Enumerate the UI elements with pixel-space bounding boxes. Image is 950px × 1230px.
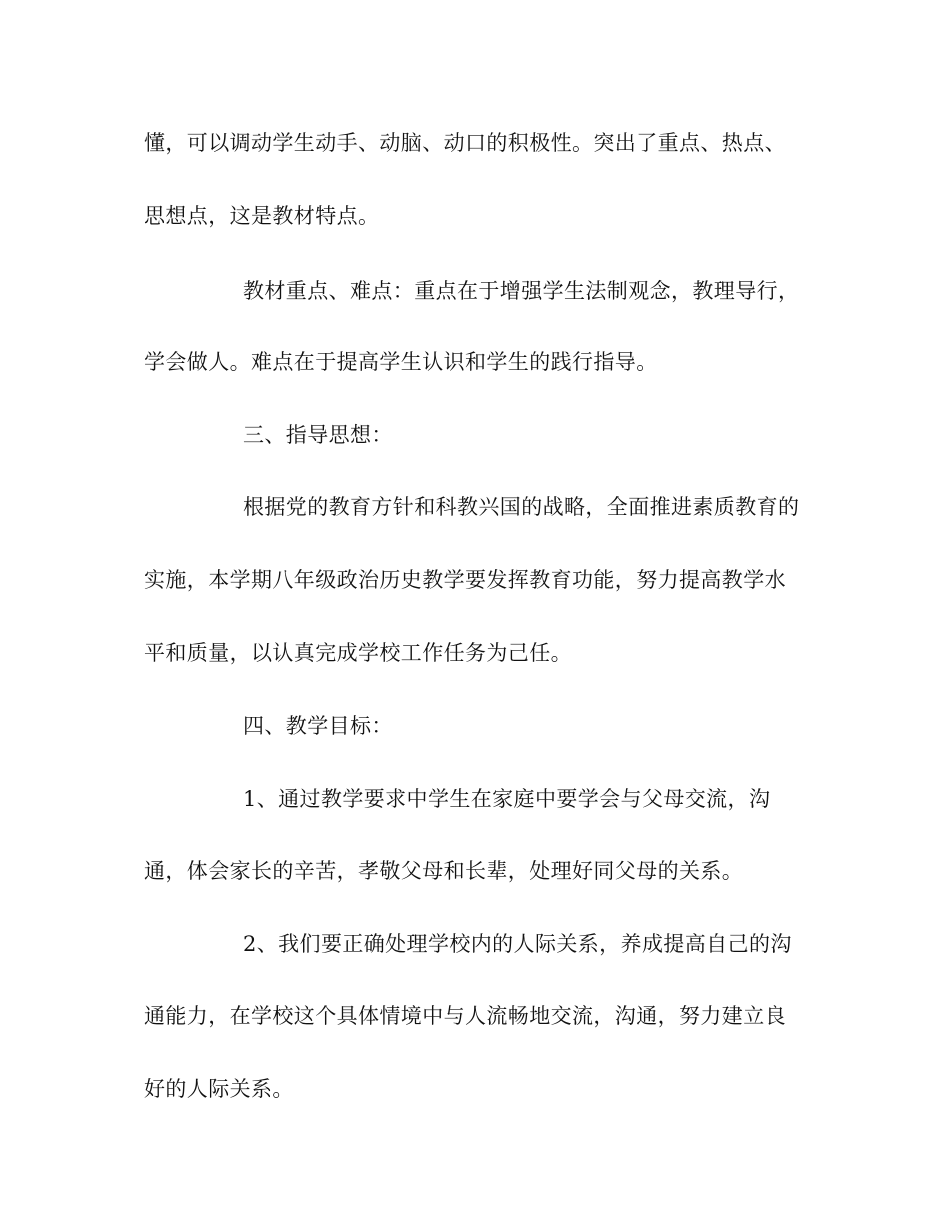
paragraph-line: 根据党的教育方针和科教兴国的战略，全面推进素质教育的: [243, 495, 800, 519]
paragraph-line: 通，体会家长的辛苦，孝敬父母和长辈，处理好同父母的关系。: [144, 859, 744, 883]
section-heading: 四、教学目标：: [243, 714, 393, 738]
paragraph-line: 平和质量，以认真完成学校工作任务为己任。: [144, 641, 572, 665]
paragraph-line: 教材重点、难点：重点在于增强学生法制观念，教理导行，: [243, 279, 800, 303]
paragraph-line: 懂，可以调动学生动手、动脑、动口的积极性。突出了重点、热点、: [144, 131, 786, 155]
paragraph-line: 1、通过教学要求中学生在家庭中要学会与父母交流，沟: [243, 787, 771, 811]
paragraph-line: 2、我们要正确处理学校内的人际关系，养成提高自己的沟: [243, 932, 792, 956]
paragraph-line: 通能力，在学校这个具体情境中与人流畅地交流，沟通，努力建立良: [144, 1004, 786, 1028]
section-heading: 三、指导思想：: [243, 423, 393, 447]
paragraph-line: 好的人际关系。: [144, 1077, 294, 1101]
paragraph-line: 学会做人。难点在于提高学生认识和学生的践行指导。: [144, 350, 658, 374]
paragraph-line: 思想点，这是教材特点。: [144, 204, 380, 228]
paragraph-line: 实施，本学期八年级政治历史教学要发挥教育功能，努力提高教学水: [144, 568, 786, 592]
